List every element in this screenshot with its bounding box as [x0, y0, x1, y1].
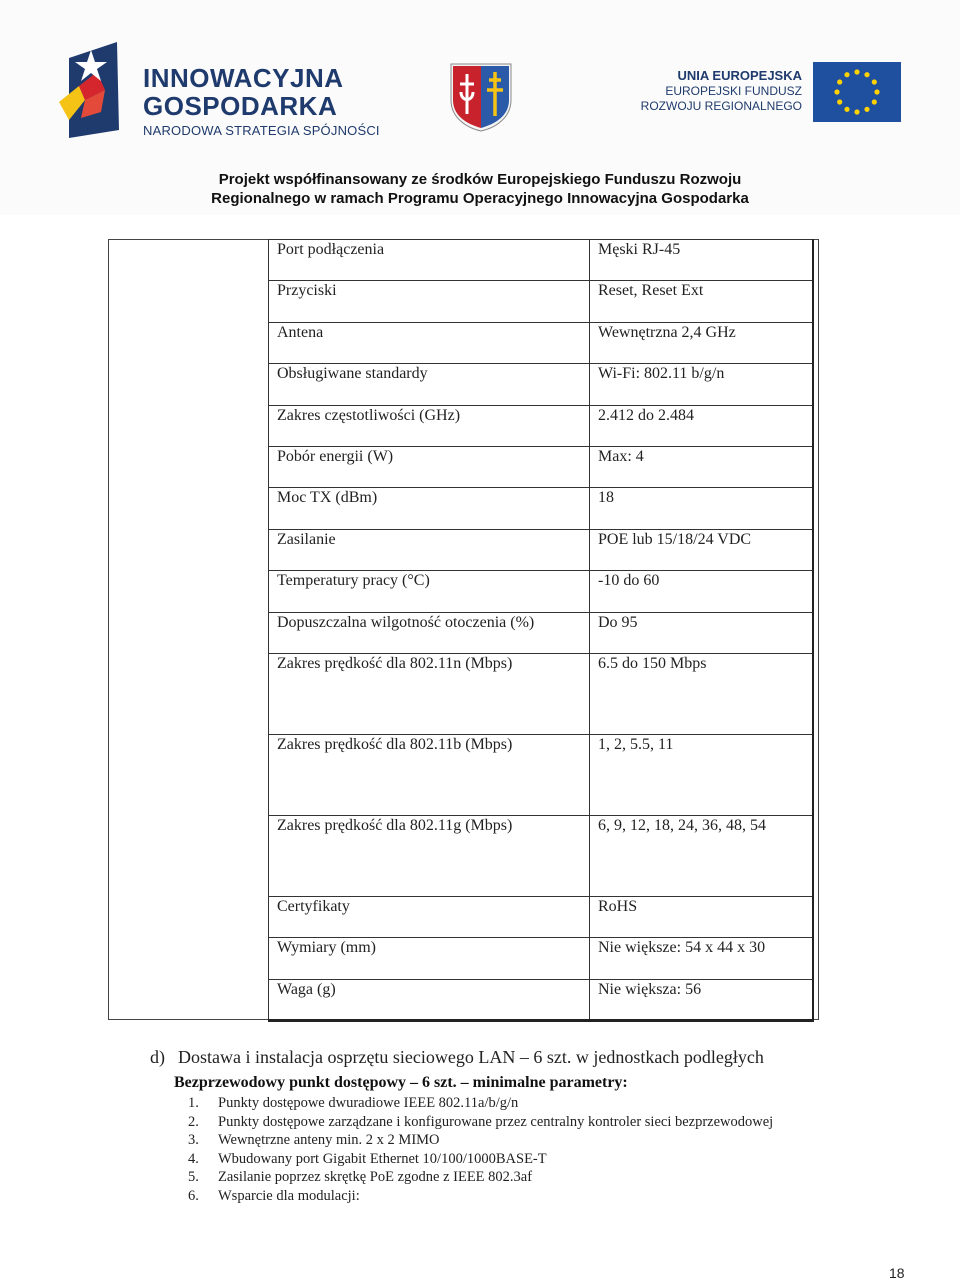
spec-value: Reset, Reset Ext — [590, 281, 814, 322]
spec-value: 18 — [590, 488, 814, 529]
spec-key: Przyciski — [269, 281, 590, 322]
list-item-text: Punkty dostępowe dwuradiowe IEEE 802.11a/b/g/n — [218, 1095, 519, 1111]
list-item — [188, 1094, 773, 1113]
list-item-number: 2. — [188, 1113, 199, 1130]
page-number: 18 — [889, 1265, 905, 1281]
spec-value: -10 do 60 — [590, 571, 814, 612]
list-item — [188, 1187, 773, 1206]
spec-key: Moc TX (dBm) — [269, 488, 590, 529]
spec-row — [269, 488, 814, 529]
spec-row — [269, 405, 814, 446]
project-line-1: Projekt współfinansowany ze środków Europejskiego Funduszu Rozwoju — [218, 171, 742, 188]
spec-value: Nie większe: 54 x 44 x 30 — [590, 938, 814, 979]
spec-key: Waga (g) — [269, 979, 590, 1020]
list-item-number: 1. — [188, 1095, 199, 1111]
logo-line-2: GOSPODARKA — [143, 91, 338, 121]
spec-row — [269, 529, 814, 570]
spec-key: Zakres prędkość dla 802.11b (Mbps) — [269, 734, 590, 815]
spec-key: Pobór energii (W) — [269, 446, 590, 487]
spec-row — [269, 571, 814, 612]
project-line-2: Regionalnego w ramach Programu Operacyjnego Innowacyjna Gospodarka — [211, 190, 749, 207]
project-notice — [0, 170, 960, 208]
spec-row — [269, 734, 814, 815]
innowacyjna-gospodarka-logo-icon — [55, 42, 135, 142]
access-point-subtitle: Bezprzewodowy punkt dostępowy – 6 szt. – minimalne parametry: — [174, 1074, 628, 1091]
spec-key: Port podłączenia — [269, 240, 590, 281]
spec-key: Obsługiwane standardy — [269, 364, 590, 405]
section-d-text: Dostawa i instalacja osprzętu sieciowego LAN – 6 szt. w jednostkach podległych — [178, 1047, 764, 1067]
spec-value: Wi-Fi: 802.11 b/g/n — [590, 364, 814, 405]
spec-key: Dopuszczalna wilgotność otoczenia (%) — [269, 612, 590, 653]
logo-line-3: NARODOWA STRATEGIA SPÓJNOŚCI — [143, 123, 380, 138]
list-item-text: Punkty dostępowe zarządzane i konfigurowane przez centralny kontroler sieci bezprzewodowej — [218, 1113, 774, 1130]
list-item-number: 5. — [188, 1169, 199, 1186]
spec-value: Wewnętrzna 2,4 GHz — [590, 322, 814, 363]
list-item-text: Wbudowany port Gigabit Ethernet 10/100/1000BASE-T — [218, 1150, 547, 1167]
spec-key: Wymiary (mm) — [269, 938, 590, 979]
spec-key: Antena — [269, 322, 590, 363]
innowacyjna-gospodarka-wordmark — [143, 64, 380, 138]
spec-value: 6.5 do 150 Mbps — [590, 653, 814, 734]
spec-value: POE lub 15/18/24 VDC — [590, 529, 814, 570]
list-item-number: 4. — [188, 1150, 199, 1167]
spec-value: Do 95 — [590, 612, 814, 653]
eu-wordmark — [630, 68, 802, 114]
spec-value: Męski RJ-45 — [590, 240, 814, 281]
list-item — [188, 1150, 773, 1169]
spec-table-body — [269, 240, 814, 1021]
spec-row — [269, 364, 814, 405]
list-item-text: Wsparcie dla modulacji: — [218, 1187, 360, 1204]
spec-key: Zakres częstotliwości (GHz) — [269, 405, 590, 446]
list-item-text: Zasilanie poprzez skrętkę PoE zgodne z IEEE 802.3af — [218, 1169, 533, 1186]
spec-row — [269, 979, 814, 1020]
eu-line-1: UNIA EUROPEJSKA — [677, 68, 802, 83]
section-d-heading — [150, 1047, 764, 1068]
list-item-number: 3. — [188, 1132, 199, 1149]
spec-value: RoHS — [590, 896, 814, 937]
spec-table — [268, 239, 814, 1022]
spec-key: Temperatury pracy (°C) — [269, 571, 590, 612]
page-header — [0, 0, 960, 215]
requirements-list — [188, 1094, 773, 1206]
eu-line-3: ROZWOJU REGIONALNEGO — [640, 99, 802, 113]
spec-value: Nie większa: 56 — [590, 979, 814, 1020]
spec-row — [269, 938, 814, 979]
logo-line-1: INNOWACYJNA — [143, 63, 344, 93]
spec-row — [269, 446, 814, 487]
spec-value: 6, 9, 12, 18, 24, 36, 48, 54 — [590, 815, 814, 896]
coat-of-arms-icon — [449, 62, 513, 132]
spec-key: Zakres prędkość dla 802.11n (Mbps) — [269, 653, 590, 734]
spec-row — [269, 612, 814, 653]
eu-line-2: EUROPEJSKI FUNDUSZ — [665, 84, 802, 98]
section-d-label: d) — [150, 1047, 165, 1067]
list-item-text: Wewnętrzne anteny min. 2 x 2 MIMO — [218, 1132, 440, 1149]
spec-row — [269, 815, 814, 896]
list-item — [188, 1168, 773, 1187]
spec-row — [269, 240, 814, 281]
spec-row — [269, 896, 814, 937]
list-item — [188, 1113, 773, 1132]
spec-key: Zasilanie — [269, 529, 590, 570]
spec-key: Zakres prędkość dla 802.11g (Mbps) — [269, 815, 590, 896]
list-item-number: 6. — [188, 1187, 199, 1204]
spec-row — [269, 281, 814, 322]
spec-value: 2.412 do 2.484 — [590, 405, 814, 446]
spec-value: Max: 4 — [590, 446, 814, 487]
spec-row — [269, 653, 814, 734]
spec-row — [269, 322, 814, 363]
eu-flag-icon — [813, 62, 901, 122]
spec-key: Certyfikaty — [269, 896, 590, 937]
list-item — [188, 1131, 773, 1150]
spec-value: 1, 2, 5.5, 11 — [590, 734, 814, 815]
